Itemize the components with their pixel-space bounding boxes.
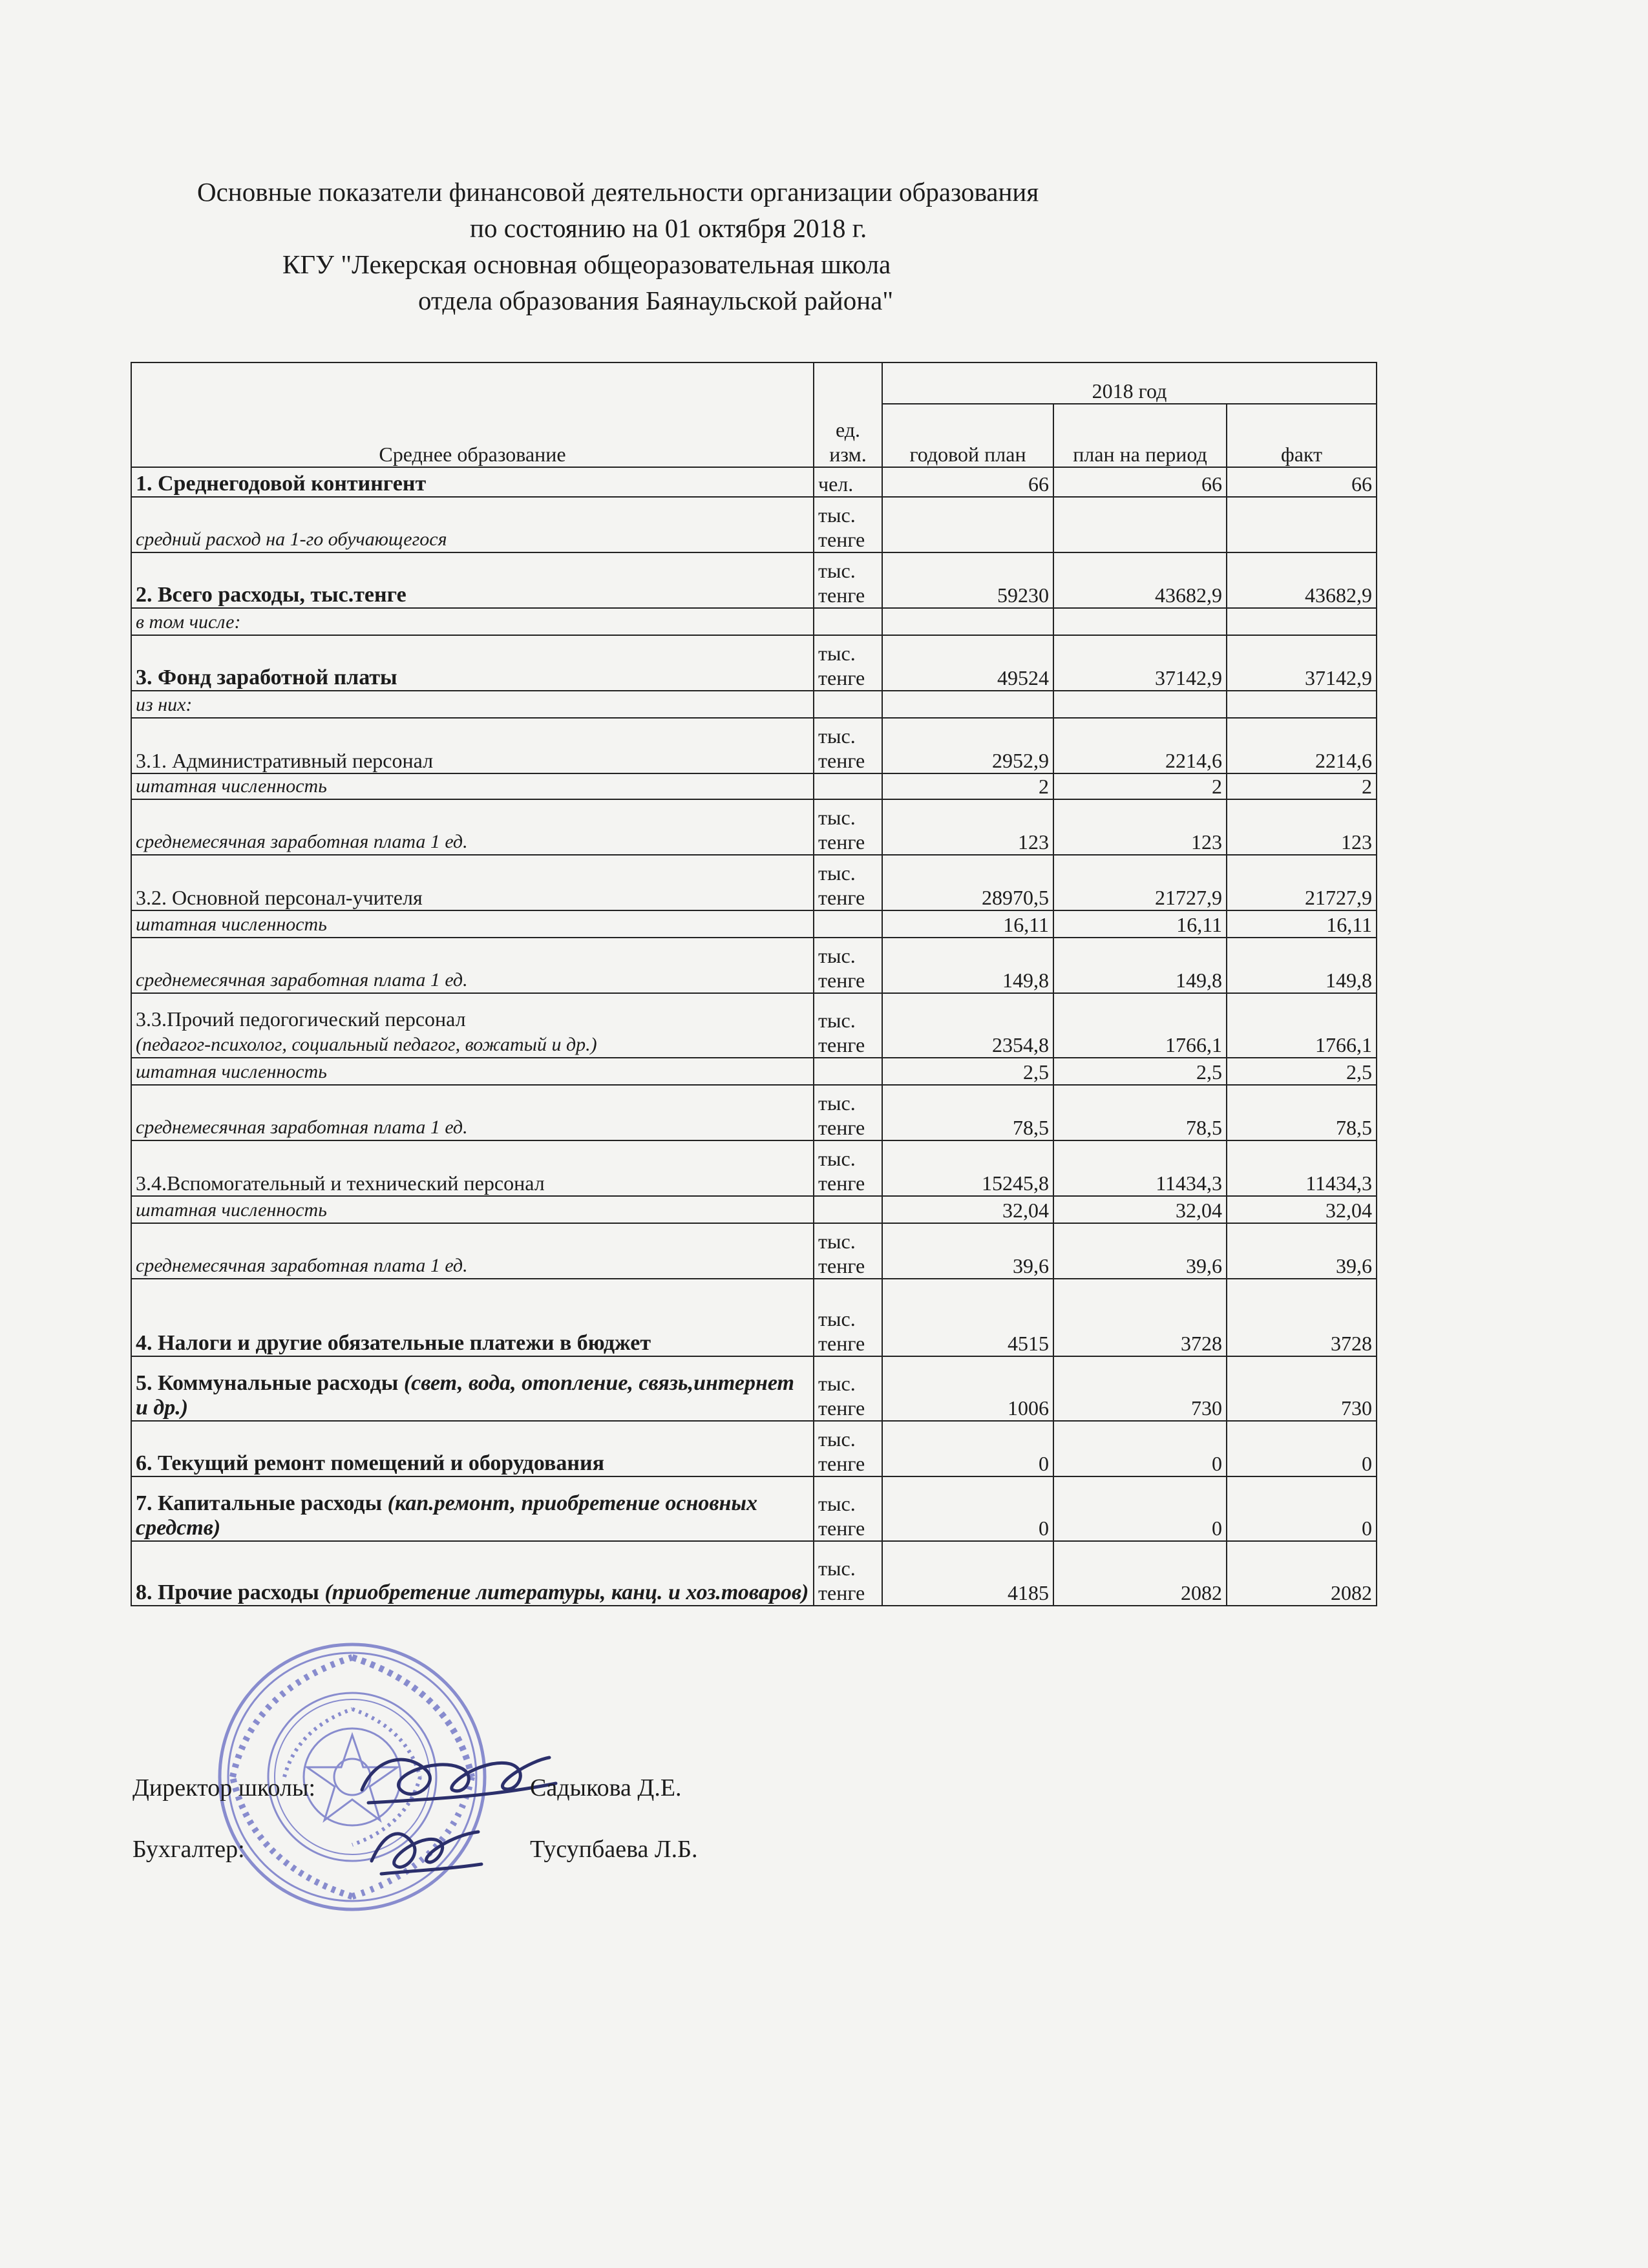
row-label-text: 3.2. Основной персонал-учителя bbox=[136, 886, 423, 909]
table-row bbox=[131, 1085, 1377, 1140]
row-label-text: 5. Коммунальные расходы bbox=[136, 1371, 399, 1395]
annual-plan-value: 66 bbox=[882, 467, 1053, 497]
doc-title-line-2: по состоянию на 01 октября 2018 г. bbox=[470, 213, 867, 243]
doc-title-line-4: отдела образования Баянаульской района" bbox=[418, 286, 894, 315]
row-label bbox=[131, 910, 814, 938]
row-unit: тыс. тенге bbox=[814, 1223, 882, 1279]
accountant-label: Бухгалтер: bbox=[132, 1836, 245, 1863]
table-row bbox=[131, 1058, 1377, 1085]
annual-plan-value: 2,5 bbox=[882, 1058, 1053, 1085]
annual-plan-value: 0 bbox=[882, 1421, 1053, 1476]
period-plan-value: 149,8 bbox=[1053, 938, 1227, 993]
doc-title-line-1: Основные показатели финансовой деятельности организации образования bbox=[197, 177, 1039, 207]
table-row bbox=[131, 910, 1377, 938]
annual-plan-value: 49524 bbox=[882, 635, 1053, 691]
actual-value: 2214,6 bbox=[1227, 718, 1377, 773]
table-row bbox=[131, 938, 1377, 993]
annual-plan-value: 2 bbox=[882, 773, 1053, 799]
row-label bbox=[131, 497, 814, 552]
actual-value: 3728 bbox=[1227, 1279, 1377, 1356]
period-plan-value: 2 bbox=[1053, 773, 1227, 799]
period-plan-value: 2,5 bbox=[1053, 1058, 1227, 1085]
annual-plan-value: 78,5 bbox=[882, 1085, 1053, 1140]
annual-plan-value: 0 bbox=[882, 1476, 1053, 1541]
row-unit: чел. bbox=[814, 467, 882, 497]
column-header-unit: ед. изм. bbox=[814, 362, 882, 467]
row-unit: тыс. тенге bbox=[814, 552, 882, 608]
row-label-subtext: (педагог-психолог, социальный педагог, вожатый и др.) bbox=[136, 1034, 597, 1055]
actual-value: 37142,9 bbox=[1227, 635, 1377, 691]
column-header-title: Среднее образование bbox=[131, 362, 814, 467]
row-label bbox=[131, 993, 814, 1058]
accountant-signature-icon bbox=[362, 1812, 491, 1884]
row-label-text: среднемесячная заработная плата 1 ед. bbox=[136, 1255, 468, 1276]
actual-value: 730 bbox=[1227, 1356, 1377, 1421]
actual-value: 66 bbox=[1227, 467, 1377, 497]
period-plan-value: 1766,1 bbox=[1053, 993, 1227, 1058]
annual-plan-value: 2952,9 bbox=[882, 718, 1053, 773]
annual-plan-value: 123 bbox=[882, 799, 1053, 855]
row-unit bbox=[814, 608, 882, 635]
row-label-note: (кап.ремонт, приобретение основных средств) bbox=[136, 1491, 757, 1540]
row-label bbox=[131, 1140, 814, 1196]
row-label bbox=[131, 691, 814, 718]
table-row bbox=[131, 1356, 1377, 1421]
row-unit: тыс. тенге bbox=[814, 1356, 882, 1421]
table-row bbox=[131, 1196, 1377, 1223]
row-label-text: среднемесячная заработная плата 1 ед. bbox=[136, 1117, 468, 1138]
row-unit: тыс. тенге bbox=[814, 1085, 882, 1140]
row-unit: тыс. тенге bbox=[814, 855, 882, 910]
table-row bbox=[131, 608, 1377, 635]
actual-value bbox=[1227, 608, 1377, 635]
row-unit: тыс. тенге bbox=[814, 497, 882, 552]
table-row bbox=[131, 718, 1377, 773]
row-unit: тыс. тенге bbox=[814, 635, 882, 691]
row-label-text: в том числе: bbox=[136, 611, 241, 633]
row-unit bbox=[814, 910, 882, 938]
period-plan-value: 0 bbox=[1053, 1476, 1227, 1541]
period-plan-value: 43682,9 bbox=[1053, 552, 1227, 608]
table-row bbox=[131, 1140, 1377, 1196]
period-plan-value: 3728 bbox=[1053, 1279, 1227, 1356]
row-label-text: 3.3.Прочий педогогический персонал bbox=[136, 1007, 466, 1031]
row-label bbox=[131, 799, 814, 855]
row-label bbox=[131, 718, 814, 773]
annual-plan-value: 59230 bbox=[882, 552, 1053, 608]
actual-value: 11434,3 bbox=[1227, 1140, 1377, 1196]
row-label-note: (свет, вода, отопление, связь,интернет и др.) bbox=[136, 1371, 794, 1420]
row-label bbox=[131, 635, 814, 691]
table-row bbox=[131, 635, 1377, 691]
accountant-name: Тусупбаева Л.Б. bbox=[530, 1836, 698, 1863]
director-label: Директор школы: bbox=[132, 1774, 316, 1801]
row-unit bbox=[814, 691, 882, 718]
annual-plan-value: 4185 bbox=[882, 1541, 1053, 1606]
row-label bbox=[131, 1421, 814, 1476]
table-row bbox=[131, 1421, 1377, 1476]
header-row-1 bbox=[131, 362, 1377, 404]
annual-plan-value: 15245,8 bbox=[882, 1140, 1053, 1196]
period-plan-value: 730 bbox=[1053, 1356, 1227, 1421]
annual-plan-value bbox=[882, 497, 1053, 552]
period-plan-value bbox=[1053, 608, 1227, 635]
row-label-text: штатная численность bbox=[136, 914, 327, 935]
actual-value bbox=[1227, 691, 1377, 718]
column-header-actual: факт bbox=[1227, 404, 1377, 467]
row-unit bbox=[814, 773, 882, 799]
column-header-period-plan: план на период bbox=[1053, 404, 1227, 467]
row-label bbox=[131, 855, 814, 910]
row-label-text: штатная численность bbox=[136, 775, 327, 797]
row-unit: тыс. тенге bbox=[814, 938, 882, 993]
column-header-year: 2018 год bbox=[882, 362, 1377, 404]
row-label bbox=[131, 1223, 814, 1279]
actual-value: 0 bbox=[1227, 1476, 1377, 1541]
row-unit: тыс. тенге bbox=[814, 1421, 882, 1476]
row-unit: тыс. тенге bbox=[814, 799, 882, 855]
annual-plan-value: 39,6 bbox=[882, 1223, 1053, 1279]
actual-value: 149,8 bbox=[1227, 938, 1377, 993]
actual-value bbox=[1227, 497, 1377, 552]
actual-value: 2082 bbox=[1227, 1541, 1377, 1606]
period-plan-value bbox=[1053, 497, 1227, 552]
annual-plan-value: 28970,5 bbox=[882, 855, 1053, 910]
period-plan-value: 0 bbox=[1053, 1421, 1227, 1476]
row-label bbox=[131, 1058, 814, 1085]
period-plan-value: 123 bbox=[1053, 799, 1227, 855]
row-label bbox=[131, 938, 814, 993]
row-label-text: 8. Прочие расходы bbox=[136, 1580, 319, 1604]
table-row bbox=[131, 1541, 1377, 1606]
row-label bbox=[131, 1279, 814, 1356]
actual-value: 16,11 bbox=[1227, 910, 1377, 938]
row-label-text: среднемесячная заработная плата 1 ед. bbox=[136, 831, 468, 852]
annual-plan-value bbox=[882, 608, 1053, 635]
period-plan-value: 37142,9 bbox=[1053, 635, 1227, 691]
period-plan-value: 78,5 bbox=[1053, 1085, 1227, 1140]
row-label-text: 7. Капитальные расходы bbox=[136, 1491, 383, 1515]
row-unit: тыс. тенге bbox=[814, 1279, 882, 1356]
row-unit bbox=[814, 1196, 882, 1223]
table-row bbox=[131, 855, 1377, 910]
row-label bbox=[131, 1476, 814, 1541]
annual-plan-value: 1006 bbox=[882, 1356, 1053, 1421]
row-label-text: 2. Всего расходы, тыс.тенге bbox=[136, 583, 407, 607]
row-unit: тыс. тенге bbox=[814, 1541, 882, 1606]
row-label bbox=[131, 1541, 814, 1606]
row-label-text: штатная численность bbox=[136, 1061, 327, 1082]
actual-value: 21727,9 bbox=[1227, 855, 1377, 910]
actual-value: 39,6 bbox=[1227, 1223, 1377, 1279]
row-label bbox=[131, 608, 814, 635]
period-plan-value bbox=[1053, 691, 1227, 718]
period-plan-value: 16,11 bbox=[1053, 910, 1227, 938]
actual-value: 78,5 bbox=[1227, 1085, 1377, 1140]
actual-value: 32,04 bbox=[1227, 1196, 1377, 1223]
row-label bbox=[131, 773, 814, 799]
row-label bbox=[131, 1356, 814, 1421]
row-label-text: 4. Налоги и другие обязательные платежи в бюджет bbox=[136, 1331, 651, 1355]
annual-plan-value: 2354,8 bbox=[882, 993, 1053, 1058]
column-header-annual-plan: годовой план bbox=[882, 404, 1053, 467]
table-row bbox=[131, 773, 1377, 799]
table-row bbox=[131, 552, 1377, 608]
period-plan-value: 32,04 bbox=[1053, 1196, 1227, 1223]
row-label-text: 1. Среднегодовой контингент bbox=[136, 472, 427, 496]
row-label bbox=[131, 467, 814, 497]
row-unit bbox=[814, 1058, 882, 1085]
table-row bbox=[131, 799, 1377, 855]
period-plan-value: 21727,9 bbox=[1053, 855, 1227, 910]
row-label-text: среднемесячная заработная плата 1 ед. bbox=[136, 969, 468, 991]
row-label-text: штатная численность bbox=[136, 1199, 327, 1221]
row-unit: тыс. тенге bbox=[814, 1476, 882, 1541]
table-row bbox=[131, 1223, 1377, 1279]
row-unit: тыс. тенге bbox=[814, 1140, 882, 1196]
table-row bbox=[131, 1279, 1377, 1356]
actual-value: 43682,9 bbox=[1227, 552, 1377, 608]
row-label-text: средний расход на 1-го обучающегося bbox=[136, 529, 447, 550]
period-plan-value: 39,6 bbox=[1053, 1223, 1227, 1279]
annual-plan-value bbox=[882, 691, 1053, 718]
actual-value: 123 bbox=[1227, 799, 1377, 855]
table-row bbox=[131, 1476, 1377, 1541]
annual-plan-value: 149,8 bbox=[882, 938, 1053, 993]
annual-plan-value: 32,04 bbox=[882, 1196, 1053, 1223]
table-body bbox=[131, 362, 1377, 1606]
actual-value: 0 bbox=[1227, 1421, 1377, 1476]
row-unit: тыс. тенге bbox=[814, 993, 882, 1058]
director-name: Садыкова Д.Е. bbox=[530, 1774, 682, 1801]
table-row bbox=[131, 497, 1377, 552]
table-row bbox=[131, 993, 1377, 1058]
period-plan-value: 66 bbox=[1053, 467, 1227, 497]
row-label-text: 6. Текущий ремонт помещений и оборудования bbox=[136, 1451, 604, 1475]
period-plan-value: 2214,6 bbox=[1053, 718, 1227, 773]
row-label-text: 3.4.Вспомогательный и технический персонал bbox=[136, 1171, 545, 1195]
table-row bbox=[131, 467, 1377, 497]
row-label bbox=[131, 552, 814, 608]
period-plan-value: 11434,3 bbox=[1053, 1140, 1227, 1196]
row-label-text: 3. Фонд заработной платы bbox=[136, 666, 397, 689]
table-row bbox=[131, 691, 1377, 718]
row-label bbox=[131, 1196, 814, 1223]
actual-value: 1766,1 bbox=[1227, 993, 1377, 1058]
annual-plan-value: 4515 bbox=[882, 1279, 1053, 1356]
row-label-text: из них: bbox=[136, 694, 193, 715]
row-label-note: (приобретение литературы, канц. и хоз.товаров) bbox=[324, 1580, 809, 1604]
row-unit: тыс. тенге bbox=[814, 718, 882, 773]
actual-value: 2 bbox=[1227, 773, 1377, 799]
actual-value: 2,5 bbox=[1227, 1058, 1377, 1085]
row-label bbox=[131, 1085, 814, 1140]
period-plan-value: 2082 bbox=[1053, 1541, 1227, 1606]
annual-plan-value: 16,11 bbox=[882, 910, 1053, 938]
doc-title-line-3: КГУ "Лекерская основная общеоразовательная школа bbox=[282, 249, 891, 279]
financial-indicators-table bbox=[131, 362, 1377, 1606]
row-label-text: 3.1. Административный персонал bbox=[136, 749, 434, 772]
